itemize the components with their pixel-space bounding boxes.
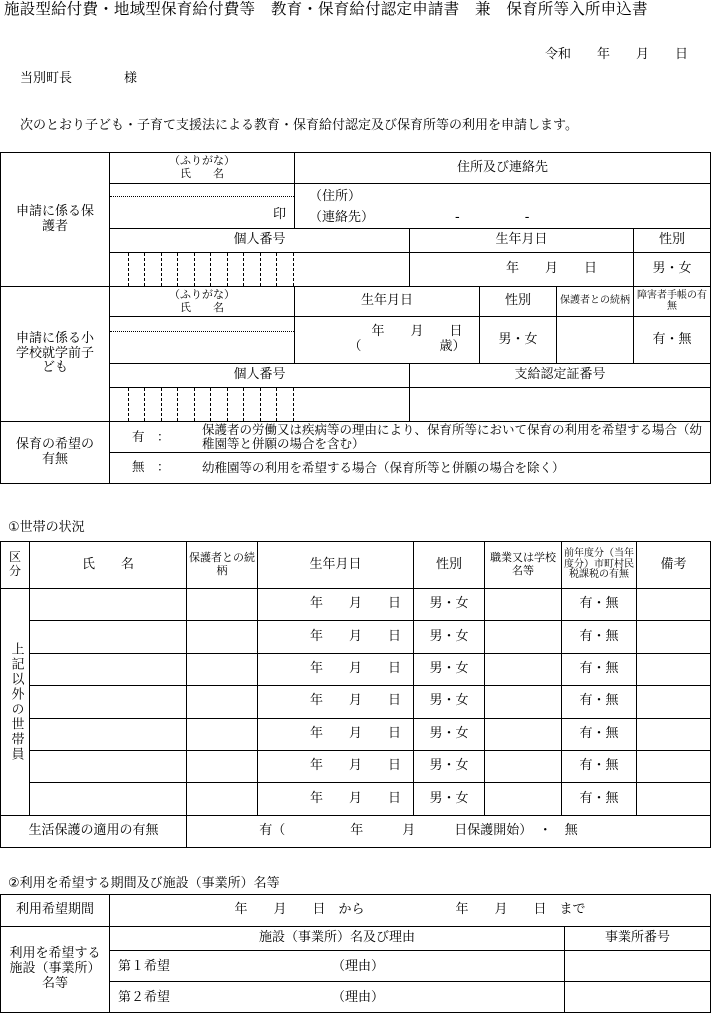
hh-occupation-cell[interactable] (485, 621, 562, 653)
hh-occupation-cell[interactable] (485, 589, 562, 621)
child-age-value: （ 歳） (348, 339, 466, 354)
wish-no-label: 無 ： (132, 459, 170, 474)
hh-tax-cell[interactable]: 有・無 (562, 589, 637, 621)
child-relation-field[interactable] (557, 317, 634, 364)
wish-yes-label: 有 ： (132, 429, 170, 444)
hh-name-cell[interactable] (30, 653, 187, 685)
child-sex-header: 性別 (480, 287, 557, 317)
child-sex-field[interactable]: 男・女 (480, 317, 557, 364)
hh-notes-cell[interactable] (637, 589, 711, 621)
hh-birthdate-cell[interactable]: 年 月 日 (258, 783, 414, 815)
child-birthdate-value: 年 月 日 (371, 324, 463, 340)
household-row (1, 686, 711, 718)
facility-col-header: 施設（事業所）名及び理由 (110, 927, 565, 951)
address-contact-header: 住所及び連絡先 (295, 153, 711, 184)
child-birthdate-header: 生年月日 (295, 287, 480, 317)
form-title: 施設型給付費・地域型保育給付費等 教育・保育給付認定申請書 兼 保育所等入所申込書 (4, 0, 648, 18)
hh-sex-cell[interactable]: 男・女 (414, 589, 485, 621)
hh-notes-cell[interactable] (637, 718, 711, 750)
household-side-label: 上記以外の世帯員 (1, 589, 30, 816)
guardian-mynumber-field[interactable] (110, 253, 410, 287)
applicant-table (0, 152, 711, 484)
hh-occupation-cell[interactable] (485, 686, 562, 718)
facility-table (0, 894, 711, 1013)
choice1-reason: （理由） (332, 959, 385, 974)
seal-label: 印 (272, 207, 286, 222)
choice1-label: 第１希望 (118, 959, 171, 974)
wish-no-text: 幼稚園等の利用を希望する場合（保育所等と併願の場合を除く） (202, 459, 565, 475)
welfare-label: 生活保護の適用の有無 (1, 815, 187, 847)
hh-tax-cell[interactable]: 有・無 (562, 718, 637, 750)
hh-name-cell[interactable] (30, 589, 187, 621)
hh-occupation-cell[interactable] (485, 653, 562, 685)
addressee: 当別町長 様 (20, 71, 138, 86)
child-mynumber-field[interactable] (110, 388, 410, 422)
guardian-sex-field[interactable]: 男・女 (634, 253, 711, 287)
hh-notes-cell[interactable] (637, 750, 711, 782)
hh-tax-cell[interactable]: 有・無 (562, 783, 637, 815)
hh-sex-cell[interactable]: 男・女 (414, 750, 485, 782)
hh-notes-cell[interactable] (637, 621, 711, 653)
hh-relation-cell[interactable] (187, 750, 258, 782)
hh-name-cell[interactable] (30, 621, 187, 653)
hh-tax-cell[interactable]: 有・無 (562, 750, 637, 782)
guardian-birthdate-header: 生年月日 (410, 229, 634, 253)
period-value[interactable]: 年 月 日 から 年 月 日 まで (110, 895, 711, 927)
choice2-office-no[interactable] (565, 982, 711, 1013)
contact-dash: - - (455, 210, 530, 225)
choice1-office-no[interactable] (565, 951, 711, 982)
hh-header-notes: 備考 (637, 542, 711, 589)
household-row (1, 718, 711, 750)
hh-relation-cell[interactable] (187, 653, 258, 685)
hh-header-name: 氏 名 (30, 542, 187, 589)
child-name-field[interactable] (110, 317, 295, 364)
household-row (1, 783, 711, 815)
hh-occupation-cell[interactable] (485, 783, 562, 815)
hh-notes-cell[interactable] (637, 783, 711, 815)
hh-birthdate-cell[interactable]: 年 月 日 (258, 621, 414, 653)
furigana-label: （ふりがな） (169, 154, 235, 168)
welfare-value[interactable]: 有（ 年 月 日保護開始） ・ 無 (187, 815, 711, 847)
household-row (1, 750, 711, 782)
child-disability-header: 障害者手帳の有無 (634, 287, 711, 317)
hh-relation-cell[interactable] (187, 686, 258, 718)
hh-tax-cell[interactable]: 有・無 (562, 653, 637, 685)
hh-tax-cell[interactable]: 有・無 (562, 686, 637, 718)
facility-label: 利用を希望する施設（事業所）名等 (1, 927, 110, 1013)
choice2-reason: （理由） (332, 990, 385, 1005)
hh-relation-cell[interactable] (187, 621, 258, 653)
child-mynumber-header: 個人番号 (110, 364, 410, 388)
hh-header-birthdate: 生年月日 (258, 542, 414, 589)
hh-tax-cell[interactable]: 有・無 (562, 621, 637, 653)
hh-sex-cell[interactable]: 男・女 (414, 621, 485, 653)
hh-header-relation: 保護者との続柄 (187, 542, 258, 589)
guardian-name-field[interactable] (110, 184, 295, 229)
hh-relation-cell[interactable] (187, 589, 258, 621)
child-furigana-label: （ふりがな） (169, 287, 235, 301)
household-row (1, 653, 711, 685)
intro-text: 次のとおり子ども・子育て支援法による教育・保育給付認定及び保育所等の利用を申請します。 (20, 118, 578, 133)
name-label: 氏 名 (180, 167, 224, 180)
choice2-label: 第２希望 (118, 990, 171, 1005)
household-row (1, 589, 711, 621)
hh-relation-cell[interactable] (187, 783, 258, 815)
child-cert-field[interactable] (410, 388, 711, 422)
hh-notes-cell[interactable] (637, 653, 711, 685)
child-cert-header: 支給認定証番号 (410, 364, 711, 388)
guardian-name-header (110, 153, 295, 184)
hh-name-cell[interactable] (30, 783, 187, 815)
hh-birthdate-cell[interactable]: 年 月 日 (258, 686, 414, 718)
hh-birthdate-cell[interactable]: 年 月 日 (258, 718, 414, 750)
guardian-address-field[interactable] (295, 184, 711, 229)
hh-header-occupation: 職業又は学校名等 (485, 542, 562, 589)
facility-heading: ②利用を希望する期間及び施設（事業所）名等 (8, 876, 280, 891)
hh-name-cell[interactable] (30, 750, 187, 782)
wish-yes-text: 保護者の労働又は疾病等の理由により、保育所等において保育の利用を希望する場合（幼稚園等と併願の場合を含む） (202, 422, 703, 451)
childcare-wish-label: 保育の希望の有無 (1, 422, 110, 484)
household-row (1, 621, 711, 653)
child-section-label: 申請に係る小学校就学前子ども (1, 287, 110, 422)
guardian-section-label: 申請に係る保護者 (1, 153, 110, 287)
childcare-wish-no[interactable] (110, 453, 711, 484)
hh-occupation-cell[interactable] (485, 718, 562, 750)
hh-sex-cell[interactable]: 男・女 (414, 783, 485, 815)
hh-header-tax: 前年度分（当年度分）市町村民税課税の有無 (562, 542, 637, 589)
hh-occupation-cell[interactable] (485, 750, 562, 782)
household-table (0, 541, 711, 848)
household-heading: ①世帯の状況 (8, 520, 85, 535)
period-label: 利用希望期間 (1, 895, 110, 927)
hh-relation-cell[interactable] (187, 718, 258, 750)
hh-header-sex: 性別 (414, 542, 485, 589)
child-name-label: 氏 名 (180, 300, 224, 314)
hh-sex-cell[interactable]: 男・女 (414, 686, 485, 718)
address-label: （住所） (309, 189, 362, 204)
office-no-header: 事業所番号 (565, 927, 711, 951)
application-date: 令和 年 月 日 (545, 47, 689, 62)
choice2-field[interactable] (110, 982, 565, 1013)
guardian-sex-header: 性別 (634, 229, 711, 253)
child-relation-header: 保護者との続柄 (557, 287, 634, 317)
hh-sex-cell[interactable]: 男・女 (414, 653, 485, 685)
hh-birthdate-cell[interactable]: 年 月 日 (258, 653, 414, 685)
contact-label: （連絡先） (309, 210, 375, 225)
child-disability-field[interactable]: 有・無 (634, 317, 711, 364)
hh-birthdate-cell[interactable]: 年 月 日 (258, 589, 414, 621)
child-birthdate-field[interactable] (295, 317, 480, 364)
guardian-birthdate-field[interactable]: 年 月 日 (410, 253, 634, 287)
hh-name-cell[interactable] (30, 686, 187, 718)
hh-notes-cell[interactable] (637, 686, 711, 718)
hh-sex-cell[interactable]: 男・女 (414, 718, 485, 750)
child-name-header (110, 287, 295, 317)
guardian-mynumber-header: 個人番号 (110, 229, 410, 253)
choice1-field[interactable] (110, 951, 565, 982)
hh-birthdate-cell[interactable]: 年 月 日 (258, 750, 414, 782)
hh-header-category: 区分 (1, 542, 30, 589)
hh-name-cell[interactable] (30, 718, 187, 750)
childcare-wish-yes[interactable] (110, 422, 711, 453)
